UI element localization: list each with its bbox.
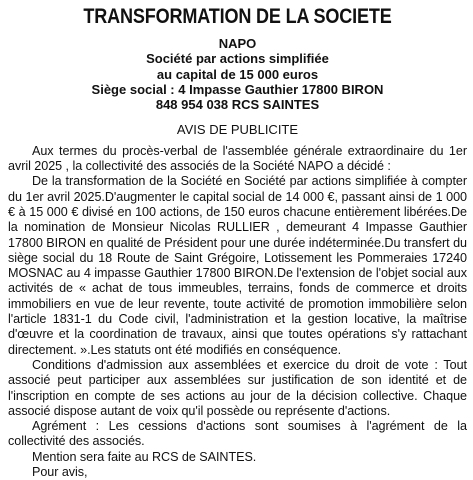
- notice-title: TRANSFORMATION DE LA SOCIETE: [83, 5, 392, 28]
- company-name: NAPO: [218, 36, 257, 51]
- paragraph-closing: Pour avis,: [32, 465, 88, 480]
- paragraph-decision-intro: Aux termes du procès-verbal de l'assemblée générale extraordinaire du 1er avril 2025 , la collectivité des associés de la Société NAPO a décidé :: [8, 143, 467, 174]
- company-block: [8, 36, 467, 112]
- company-registration: 848 954 038 RCS SAINTES: [155, 97, 320, 113]
- notice-body: [8, 144, 467, 480]
- paragraph-voting-conditions: Conditions d'admission aux assemblées et exercice du droit de vote : Tout associé peut participer aux assemblées sur justification de son identité et de l'inscription en compte de ses actions au jour de la décision collective. Chaque associé dispose autant de voix qu'il possède ou représente d'actions.: [8, 357, 467, 418]
- paragraph-decisions: De la transformation de la Société en Société par actions simplifiée à compter du 1er avril 2025.D'augmenter le capital social de 14 000 €, passant ainsi de 1 000 € à 15 000 € divisé en 100 actions, de 150 euros chacune entièrement libérées.De la nomination de Monsieur Nicolas RULLIER , demeurant 4 Impasse Gauthier 17800 BIRON en qualité de Président pour une durée indéterminée.Du transfert du siège social du 18 Route de Saint Grégoire, Lotissement les Pommeraies 17240 MOSNAC au 4 impasse Gauthier 17800 BIRON.De l'extension de l'objet social aux activités de « achat de tous immeubles, terrains, fonds de commerce et droits immobiliers en vue de leur revente, toute activité de promotion immobilière selon l'article 1831-1 du Code civil, l'administration et la gestion locative, la maîtrise d'œuvre et la coordination de travaux, ainsi que toutes opérations s'y rattachant directement. ».Les statuts ont été modifiés en conséquence.: [8, 174, 467, 357]
- paragraph-approval: Agrément : Les cessions d'actions sont soumises à l'agrément de la collectivité des associés.: [8, 419, 467, 449]
- paragraph-rcs-mention: Mention sera faite au RCS de SAINTES.: [32, 449, 257, 464]
- notice-heading: AVIS DE PUBLICITE: [176, 122, 299, 138]
- company-legal-form: Société par actions simplifiée: [146, 51, 329, 67]
- company-headquarters: Siège social : 4 Impasse Gauthier 17800 BIRON: [91, 81, 384, 97]
- company-capital: au capital de 15 000 euros: [156, 66, 319, 82]
